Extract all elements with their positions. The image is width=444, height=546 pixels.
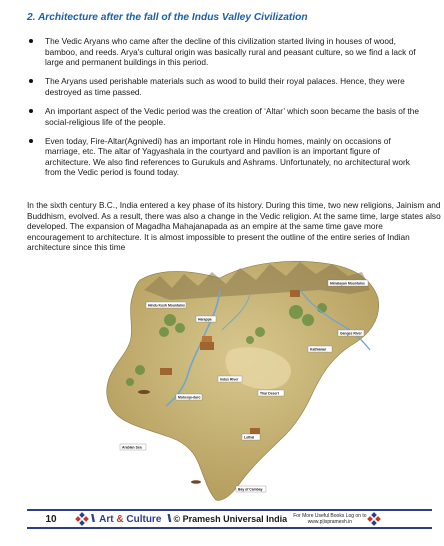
svg-text:Bay of Cambay: Bay of Cambay [238,487,263,492]
decorative-star-icon [75,512,89,526]
page-footer [27,509,432,529]
svg-text:Ganges River: Ganges River [340,331,362,336]
bullet-item [27,36,427,68]
map-label-harappa [196,316,216,322]
svg-text:Lothal: Lothal [244,435,255,440]
map-label-mohenjo-daro [176,394,202,400]
svg-text:Himalayan Mountains: Himalayan Mountains [330,281,365,286]
bullet-dot-icon [29,139,33,143]
bullet-text: An important aspect of the Vedic period was the creation of ‘Altar’ which soon became the basis of the social-religious life of the people. [45,105,420,127]
book-title-art: Art [99,513,114,525]
divider-slashes-icon: \\ [167,513,170,525]
more-books-line1: For More Useful Books Log on to [293,513,367,519]
map-label-kathiawar [308,346,332,352]
map-illustration [100,250,384,506]
more-books-note [293,513,366,525]
bullet-dot-icon [29,109,33,113]
bullet-dot-icon [29,39,33,43]
bullet-item [27,136,427,178]
book-title [99,514,161,525]
bullet-dot-icon [29,79,33,83]
more-books-url: www.p|ispramesh.in [307,519,353,525]
publisher-name: © Pramesh Universal India [173,514,288,524]
svg-text:Mohenjo-daro: Mohenjo-daro [178,395,201,400]
bullet-text: The Vedic Aryans who came after the decline of this civilization started living in houses of wood, bamboo, and reeds. Arya's cultural origin was basically rural and peasant culture, so we find a lack of large and permanent buildings in this period. [45,36,416,68]
map-label-lothal [242,434,260,440]
section-heading: 2. Architecture after the fall of the Indus Valley Civilization [27,12,308,23]
indus-valley-map [100,250,384,506]
body-paragraph: In the sixth century B.C., India entered a key phase of its history. During this time, two new religions, Jainism and Buddhism, evolved. As a result, there was also a change in the Vedic religion. At the same time, large states also developed. The expansion of Magadha Mahajanapada as an empire at the same time gave more encouragement to architecture. It is almost impossible to present the outline of the entire series of Indian architecture since this time [27,200,441,253]
svg-text:Thar Desert: Thar Desert [260,391,279,396]
map-label-ganges [338,330,364,336]
map-label-indus-river [218,376,242,382]
map-label-thar-desert [258,390,284,396]
svg-text:Indus River: Indus River [220,377,239,382]
map-label-himalayas [328,280,368,286]
bullet-item [27,106,427,127]
map-label-arabian-sea [120,444,146,450]
svg-text:Hindu Kush Mountains: Hindu Kush Mountains [148,303,185,308]
bullet-text: The Aryans used perishable materials such as wood to build their royal palaces. Hence, they were destroyed as time passed. [45,76,405,97]
page-number: 10 [45,513,57,525]
map-label-hindu-kush [146,302,186,308]
svg-text:Harappa: Harappa [198,317,212,322]
book-title-culture: Culture [126,513,162,525]
bullet-text: Even today, Fire-Altar(Agnivedi) has an important role in Hindu homes, mainly on occasions of marriage, etc. The altar of Yagyashala in the courtyard and pavilion is an important figure of architecture. We also find references to Gurukuls and Ashrams. Unfortunately, no architectural work from the Vedic period is found today. [45,135,410,178]
svg-text:Arabian Sea: Arabian Sea [122,445,142,450]
book-title-ampersand: & [116,513,124,525]
svg-text:Kathiawar: Kathiawar [310,347,327,352]
divider-slashes-icon: \\ [91,513,94,525]
decorative-star-icon [367,512,381,526]
bullet-item [27,76,427,97]
bullet-list [27,36,427,187]
map-label-bay-of-cambay [236,486,266,492]
